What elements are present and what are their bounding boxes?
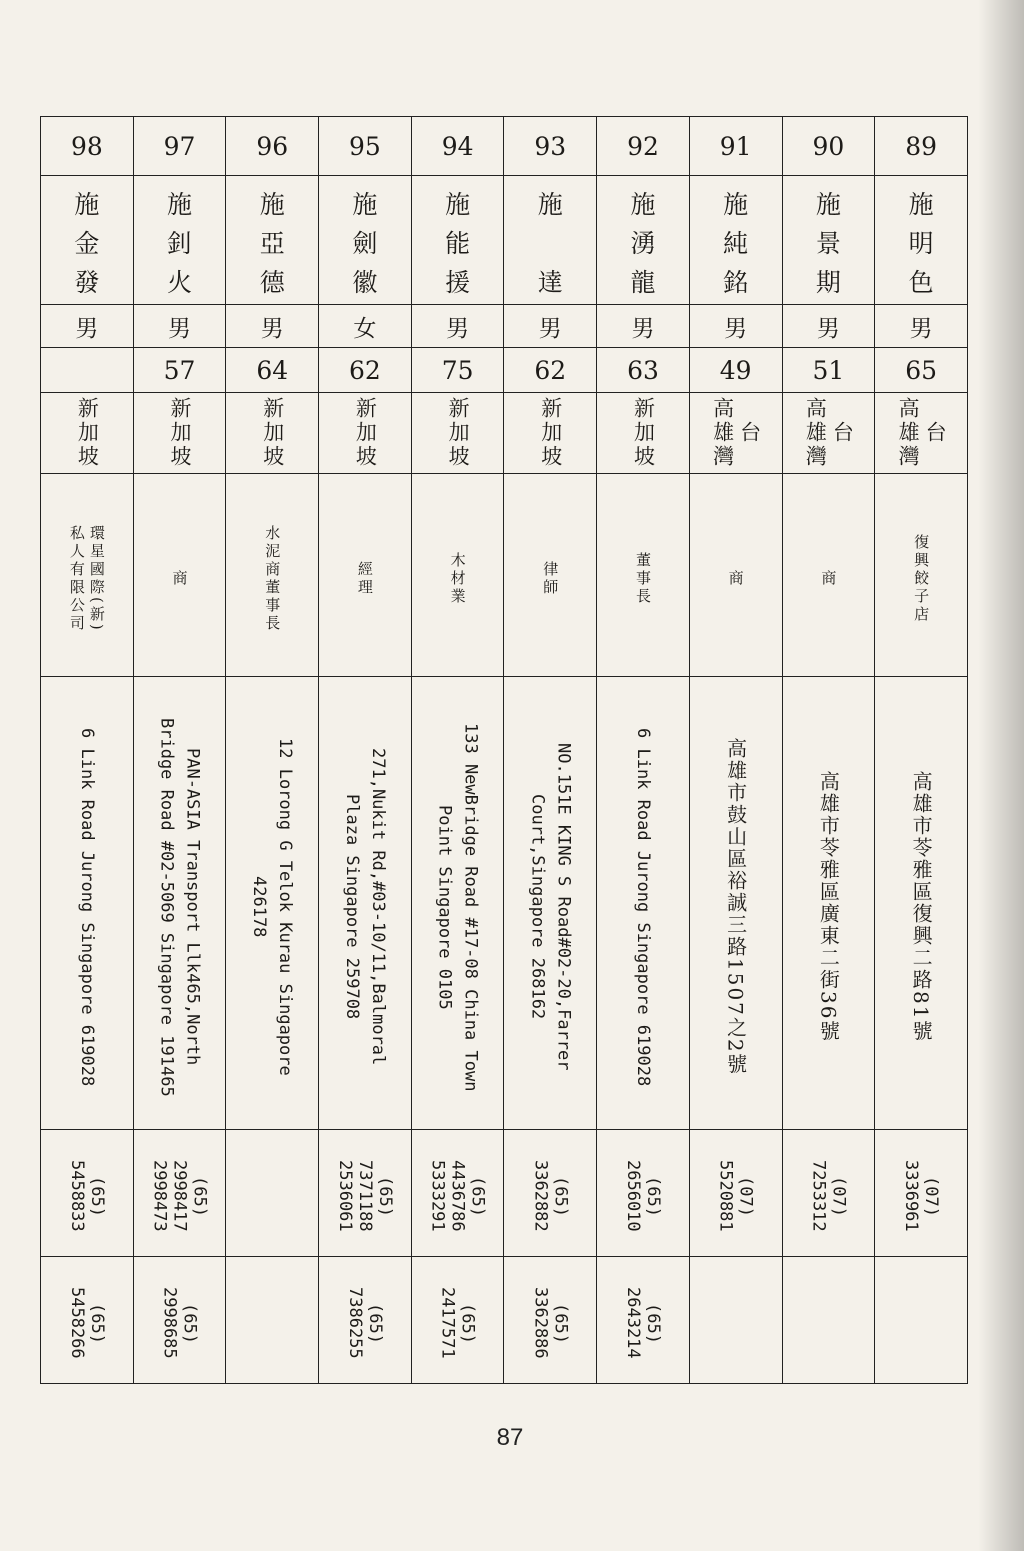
- cell-telephone: (65) 4436786 5333291: [411, 1130, 504, 1257]
- row-place: [41, 393, 968, 474]
- cell-number: 95: [319, 117, 412, 176]
- cell-fax: [226, 1257, 319, 1384]
- cell-address: 高雄市苓雅區廣東二街36號: [782, 677, 875, 1130]
- cell-telephone: (65) 7371188 2536061: [319, 1130, 412, 1257]
- page-number: 87: [496, 1424, 524, 1451]
- cell-fax: (65) 3362886: [504, 1257, 597, 1384]
- cell-age: 64: [226, 348, 319, 393]
- cell-place: 新加坡: [504, 393, 597, 474]
- cell-name: 施 金 發: [41, 176, 134, 305]
- cell-sex: 男: [782, 305, 875, 348]
- cell-name: 施 釗 火: [133, 176, 226, 305]
- cell-fax: (65) 5458266: [41, 1257, 134, 1384]
- cell-place: 台 高雄灣: [689, 393, 782, 474]
- cell-number: 97: [133, 117, 226, 176]
- row-telephone: [41, 1130, 968, 1257]
- cell-age: [41, 348, 134, 393]
- row-sex: [41, 305, 968, 348]
- cell-sex: 男: [875, 305, 968, 348]
- cell-number: 90: [782, 117, 875, 176]
- cell-fax: [782, 1257, 875, 1384]
- cell-address: 12 Lorong G Telok Kurau Singapore 426178: [226, 677, 319, 1130]
- cell-fax: (65) 2998685: [133, 1257, 226, 1384]
- cell-sex: 男: [689, 305, 782, 348]
- row-address: [41, 677, 968, 1130]
- cell-place: 新加坡: [41, 393, 134, 474]
- cell-telephone: (65) 5458833: [41, 1130, 134, 1257]
- cell-name: 施 劍 徽: [319, 176, 412, 305]
- cell-number: 98: [41, 117, 134, 176]
- cell-occupation: 董事長: [597, 474, 690, 677]
- cell-name: 施 能 援: [411, 176, 504, 305]
- row-number: [41, 117, 968, 176]
- cell-telephone: (07) 7253312: [782, 1130, 875, 1257]
- cell-occupation: 商: [133, 474, 226, 677]
- cell-telephone: (07) 3336961: [875, 1130, 968, 1257]
- cell-place: 新加坡: [226, 393, 319, 474]
- cell-address: 133 NewBridge Road #17-08 China Town Point Singapore 0105: [411, 677, 504, 1130]
- cell-number: 94: [411, 117, 504, 176]
- cell-sex: 男: [41, 305, 134, 348]
- cell-age: 57: [133, 348, 226, 393]
- cell-age: 51: [782, 348, 875, 393]
- cell-occupation: 環星國際(新) 私人有限公司: [41, 474, 134, 677]
- cell-telephone: (65) 2656010: [597, 1130, 690, 1257]
- cell-place: 台 高雄灣: [782, 393, 875, 474]
- cell-telephone: (65) 2998417 2998473: [133, 1130, 226, 1257]
- cell-name: 施 明 色: [875, 176, 968, 305]
- page-edge-shadow: [978, 0, 1024, 1551]
- cell-place: 新加坡: [133, 393, 226, 474]
- cell-occupation: 商: [782, 474, 875, 677]
- cell-name: 施 景 期: [782, 176, 875, 305]
- cell-fax: (65) 7386255: [319, 1257, 412, 1384]
- cell-age: 63: [597, 348, 690, 393]
- cell-fax: [689, 1257, 782, 1384]
- cell-age: 62: [504, 348, 597, 393]
- cell-address: 271,Nukit Rd,#03-10/11,Balmoral Plaza Singapore 259708: [319, 677, 412, 1130]
- cell-age: 62: [319, 348, 412, 393]
- cell-occupation: 復興餃子店: [875, 474, 968, 677]
- cell-age: 65: [875, 348, 968, 393]
- cell-address: NO.151E KING S Road#02-20,Farrer Court,Singapore 268162: [504, 677, 597, 1130]
- cell-number: 89: [875, 117, 968, 176]
- cell-sex: 男: [504, 305, 597, 348]
- cell-occupation: 商: [689, 474, 782, 677]
- cell-address: 高雄市鼓山區裕誠三路1507之2號: [689, 677, 782, 1130]
- cell-age: 49: [689, 348, 782, 393]
- cell-telephone: (65) 3362882: [504, 1130, 597, 1257]
- cell-name: 施 純 銘: [689, 176, 782, 305]
- cell-address: 高雄市苓雅區復興二路81號: [875, 677, 968, 1130]
- row-age: [41, 348, 968, 393]
- cell-place: 新加坡: [319, 393, 412, 474]
- cell-fax: (65) 2417571: [411, 1257, 504, 1384]
- cell-fax: (65) 2643214: [597, 1257, 690, 1384]
- cell-sex: 男: [133, 305, 226, 348]
- cell-age: 75: [411, 348, 504, 393]
- cell-telephone: (07) 5520881: [689, 1130, 782, 1257]
- cell-place: 台 高雄灣: [875, 393, 968, 474]
- cell-occupation: 木材業: [411, 474, 504, 677]
- row-name: [41, 176, 968, 305]
- cell-number: 93: [504, 117, 597, 176]
- cell-telephone: [226, 1130, 319, 1257]
- cell-place: 新加坡: [597, 393, 690, 474]
- cell-number: 96: [226, 117, 319, 176]
- cell-sex: 男: [226, 305, 319, 348]
- cell-address: 6 Link Road Jurong Singapore 619028: [597, 677, 690, 1130]
- cell-name: 施 亞 德: [226, 176, 319, 305]
- cell-fax: [875, 1257, 968, 1384]
- cell-name: 施 湧 龍: [597, 176, 690, 305]
- member-roster-table: [40, 116, 968, 1384]
- row-occupation: [41, 474, 968, 677]
- cell-address: 6 Link Road Jurong Singapore 619028: [41, 677, 134, 1130]
- cell-sex: 男: [597, 305, 690, 348]
- cell-number: 91: [689, 117, 782, 176]
- cell-number: 92: [597, 117, 690, 176]
- cell-occupation: 經理: [319, 474, 412, 677]
- cell-sex: 女: [319, 305, 412, 348]
- cell-name: 施 達: [504, 176, 597, 305]
- cell-sex: 男: [411, 305, 504, 348]
- cell-occupation: 律師: [504, 474, 597, 677]
- cell-place: 新加坡: [411, 393, 504, 474]
- cell-occupation: 水泥商董事長: [226, 474, 319, 677]
- row-fax: [41, 1257, 968, 1384]
- cell-address: PAN-ASIA Transport Llk465,North Bridge Road #02-5069 Singapore 191465: [133, 677, 226, 1130]
